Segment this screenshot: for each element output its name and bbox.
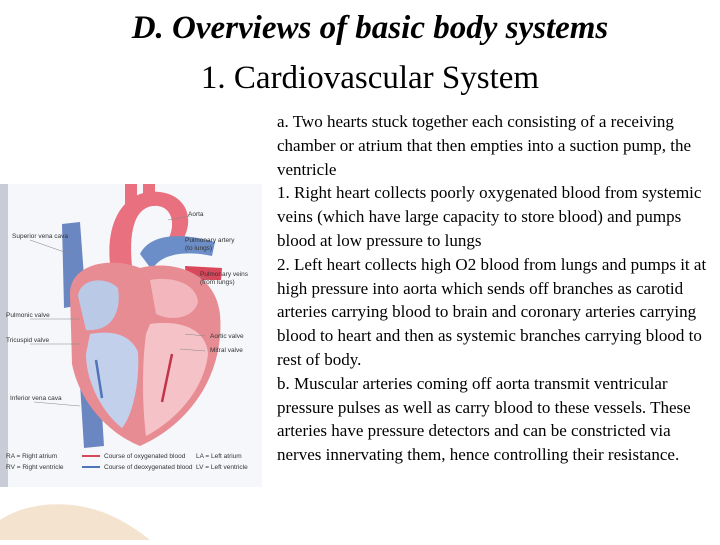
paragraph-1: 1. Right heart collects poorly oxygenated blood from systemic veins (which have large capacity to store blood) and pumps blood at low pressure to lungs bbox=[277, 183, 702, 250]
pointer-line bbox=[34, 402, 80, 406]
figure-legend bbox=[6, 453, 248, 471]
label-pulmonary-artery: Pulmonary artery bbox=[185, 237, 235, 244]
decorative-shape bbox=[0, 490, 150, 540]
slide-title: D. Overviews of basic body systems bbox=[131, 10, 609, 46]
label-pulmonary-artery-note: (to lungs) bbox=[185, 245, 213, 252]
body-text bbox=[277, 110, 717, 467]
image-edge bbox=[0, 184, 8, 487]
label-superior-vena-cava: Superior vena cava bbox=[12, 233, 69, 240]
artery-branch-1 bbox=[125, 184, 137, 206]
label-mitral-valve: Mitral valve bbox=[210, 347, 243, 354]
label-inferior-vena-cava: Inferior vena cava bbox=[10, 395, 62, 402]
label-tricuspid-valve: Tricuspid valve bbox=[6, 337, 50, 344]
label-aorta: Aorta bbox=[188, 211, 204, 218]
legend-rv: RV = Right ventricle bbox=[6, 464, 64, 471]
heart-illustration bbox=[0, 184, 262, 487]
label-pulmonic-valve: Pulmonic valve bbox=[6, 312, 50, 319]
artery-branch-2 bbox=[143, 184, 155, 202]
legend-deoxygenated: Course of deoxygenated blood bbox=[104, 464, 193, 471]
paragraph-2: 2. Left heart collects high O2 blood from lungs and pumps it at high pressure into aorta which sends off branches as carotid arteries carrying blood to brain and coronary arteries carrying blood to heart and then as systemic branches carrying blood to rest of body. bbox=[277, 254, 707, 369]
paragraph-a: a. Two hearts stuck together each consisting of a receiving chamber or atrium that then empties into a suction pump, the ventricle bbox=[277, 112, 692, 179]
heart-diagram bbox=[0, 184, 262, 487]
label-pulmonary-veins: Pulmonary veins bbox=[200, 271, 249, 278]
label-pulmonary-veins-note: (from lungs) bbox=[200, 279, 235, 286]
label-aortic-valve: Aortic valve bbox=[210, 333, 244, 340]
legend-lv: LV = Left ventricle bbox=[196, 464, 248, 471]
legend-ra: RA = Right atrium bbox=[6, 453, 58, 460]
legend-la: LA = Left atrium bbox=[196, 453, 242, 460]
legend-oxygenated: Course of oxygenated blood bbox=[104, 453, 186, 460]
slide-subtitle: 1. Cardiovascular System bbox=[200, 60, 540, 96]
paragraph-b: b. Muscular arteries coming off aorta transmit ventricular pressure pulses as well as carry blood to these vessels. These arteries have pressure detectors and can be constricted via nerves innervating them, hence controlling their resistance. bbox=[277, 373, 691, 465]
